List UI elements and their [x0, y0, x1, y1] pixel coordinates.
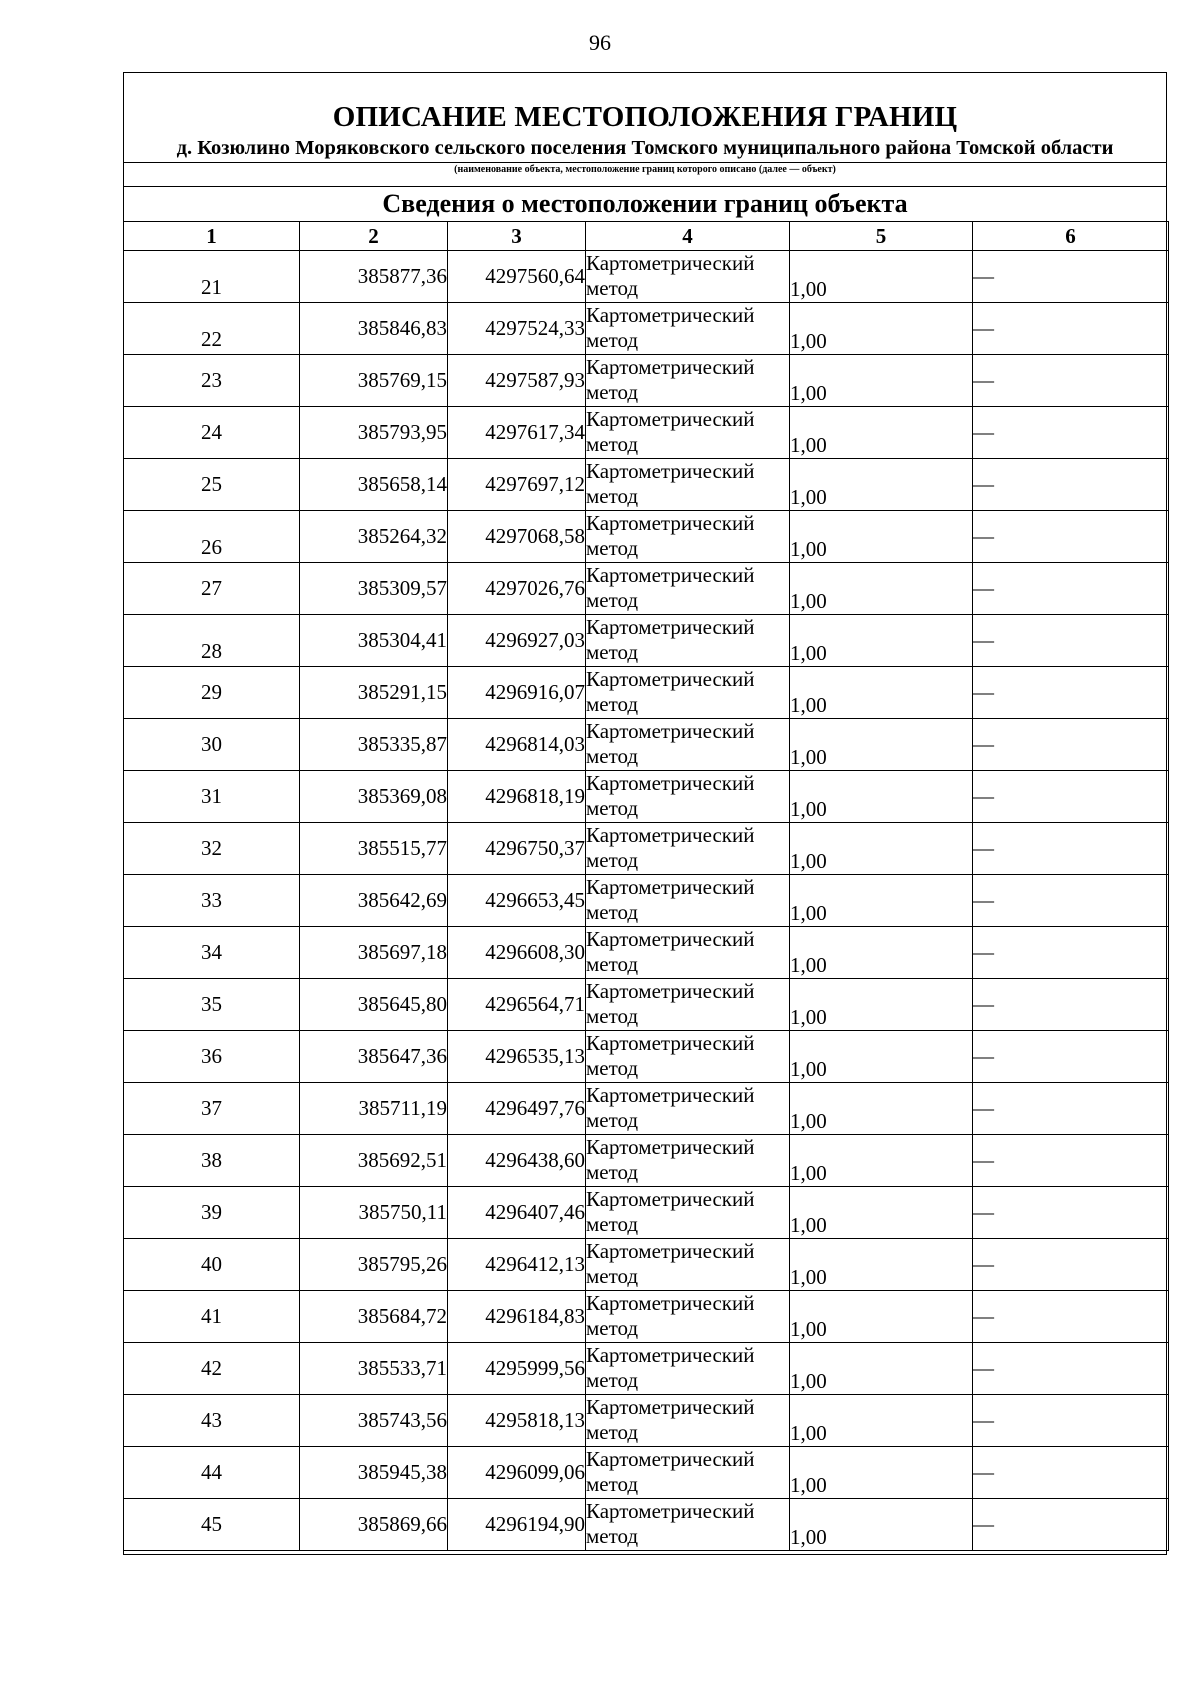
table-row — [124, 771, 1169, 823]
table-row — [124, 407, 1169, 459]
method-cell: Картометрический метод — [586, 615, 790, 667]
note-cell: — — [973, 511, 1169, 563]
accuracy-cell: 1,00 — [790, 1447, 973, 1499]
accuracy-cell: 1,00 — [790, 1239, 973, 1291]
accuracy-cell: 1,00 — [790, 459, 973, 511]
method-cell: Картометрический метод — [586, 459, 790, 511]
table-row — [124, 1135, 1169, 1187]
table-row — [124, 1031, 1169, 1083]
y-coordinate-cell: 4296194,90 — [448, 1499, 586, 1551]
column-header: 4 — [586, 222, 790, 251]
section-title: Сведения о местоположении границ объекта — [382, 189, 908, 218]
x-coordinate-cell: 385309,57 — [300, 563, 448, 615]
accuracy-cell: 1,00 — [790, 1135, 973, 1187]
note-cell: — — [973, 979, 1169, 1031]
accuracy-cell: 1,00 — [790, 667, 973, 719]
note-cell: — — [973, 1187, 1169, 1239]
note-cell: — — [973, 1395, 1169, 1447]
x-coordinate-cell: 385684,72 — [300, 1291, 448, 1343]
table-row — [124, 1239, 1169, 1291]
x-coordinate-cell: 385304,41 — [300, 615, 448, 667]
x-coordinate-cell: 385711,19 — [300, 1083, 448, 1135]
point-number-cell: 39 — [124, 1187, 300, 1239]
point-number-cell: 38 — [124, 1135, 300, 1187]
accuracy-cell: 1,00 — [790, 1291, 973, 1343]
y-coordinate-cell: 4296927,03 — [448, 615, 586, 667]
note-cell: — — [973, 407, 1169, 459]
y-coordinate-cell: 4295818,13 — [448, 1395, 586, 1447]
table-row — [124, 615, 1169, 667]
accuracy-cell: 1,00 — [790, 1343, 973, 1395]
x-coordinate-cell: 385793,95 — [300, 407, 448, 459]
x-coordinate-cell: 385369,08 — [300, 771, 448, 823]
coordinates-table — [123, 221, 1169, 1551]
note-cell: — — [973, 1239, 1169, 1291]
table-row — [124, 355, 1169, 407]
table-row — [124, 1499, 1169, 1551]
x-coordinate-cell: 385877,36 — [300, 251, 448, 303]
page-number: 96 — [589, 30, 611, 55]
point-number-cell: 24 — [124, 407, 300, 459]
x-coordinate-cell: 385291,15 — [300, 667, 448, 719]
note-cell: — — [973, 1083, 1169, 1135]
table-row — [124, 927, 1169, 979]
table-row — [124, 1291, 1169, 1343]
y-coordinate-cell: 4296916,07 — [448, 667, 586, 719]
note-cell: — — [973, 1135, 1169, 1187]
column-header: 2 — [300, 222, 448, 251]
x-coordinate-cell: 385335,87 — [300, 719, 448, 771]
y-coordinate-cell: 4296818,19 — [448, 771, 586, 823]
method-cell: Картометрический метод — [586, 875, 790, 927]
x-coordinate-cell: 385642,69 — [300, 875, 448, 927]
point-number-cell: 33 — [124, 875, 300, 927]
point-number-cell: 41 — [124, 1291, 300, 1343]
note-cell: — — [973, 251, 1169, 303]
method-cell: Картометрический метод — [586, 771, 790, 823]
accuracy-cell: 1,00 — [790, 563, 973, 615]
method-cell: Картометрический метод — [586, 251, 790, 303]
x-coordinate-cell: 385647,36 — [300, 1031, 448, 1083]
note-cell: — — [973, 823, 1169, 875]
x-coordinate-cell: 385945,38 — [300, 1447, 448, 1499]
method-cell: Картометрический метод — [586, 355, 790, 407]
y-coordinate-cell: 4297617,34 — [448, 407, 586, 459]
accuracy-cell: 1,00 — [790, 771, 973, 823]
method-cell: Картометрический метод — [586, 1447, 790, 1499]
accuracy-cell: 1,00 — [790, 511, 973, 563]
x-coordinate-cell: 385692,51 — [300, 1135, 448, 1187]
document-title: ОПИСАНИЕ МЕСТОПОЛОЖЕНИЯ ГРАНИЦ — [332, 101, 958, 133]
point-number-cell: 42 — [124, 1343, 300, 1395]
point-number-cell: 45 — [124, 1499, 300, 1551]
method-cell: Картометрический метод — [586, 667, 790, 719]
y-coordinate-cell: 4296438,60 — [448, 1135, 586, 1187]
table-row — [124, 719, 1169, 771]
note-cell: — — [973, 563, 1169, 615]
note-cell: — — [973, 771, 1169, 823]
point-number-cell: 29 — [124, 667, 300, 719]
y-coordinate-cell: 4297587,93 — [448, 355, 586, 407]
accuracy-cell: 1,00 — [790, 875, 973, 927]
note-cell: — — [973, 667, 1169, 719]
note-cell: — — [973, 1031, 1169, 1083]
method-cell: Картометрический метод — [586, 927, 790, 979]
object-caption: (наименование объекта, местоположение границ которого описано (далее — объект) — [454, 164, 836, 175]
method-cell: Картометрический метод — [586, 1395, 790, 1447]
y-coordinate-cell: 4296653,45 — [448, 875, 586, 927]
accuracy-cell: 1,00 — [790, 1395, 973, 1447]
accuracy-cell: 1,00 — [790, 1031, 973, 1083]
table-row — [124, 1083, 1169, 1135]
accuracy-cell: 1,00 — [790, 719, 973, 771]
y-coordinate-cell: 4296814,03 — [448, 719, 586, 771]
note-cell: — — [973, 1447, 1169, 1499]
point-number-cell: 23 — [124, 355, 300, 407]
table-row — [124, 251, 1169, 303]
y-coordinate-cell: 4296535,13 — [448, 1031, 586, 1083]
x-coordinate-cell: 385869,66 — [300, 1499, 448, 1551]
method-cell: Картометрический метод — [586, 1031, 790, 1083]
method-cell: Картометрический метод — [586, 303, 790, 355]
method-cell: Картометрический метод — [586, 1187, 790, 1239]
point-number-cell: 28 — [124, 615, 300, 667]
table-row — [124, 823, 1169, 875]
table-row — [124, 1187, 1169, 1239]
column-header: 3 — [448, 222, 586, 251]
note-cell: — — [973, 1291, 1169, 1343]
y-coordinate-cell: 4297560,64 — [448, 251, 586, 303]
point-number-cell: 34 — [124, 927, 300, 979]
method-cell: Картометрический метод — [586, 1083, 790, 1135]
x-coordinate-cell: 385515,77 — [300, 823, 448, 875]
table-row — [124, 1447, 1169, 1499]
boundary-description-sheet — [123, 72, 1167, 1555]
note-cell: — — [973, 1343, 1169, 1395]
note-cell: — — [973, 459, 1169, 511]
y-coordinate-cell: 4295999,56 — [448, 1343, 586, 1395]
y-coordinate-cell: 4296608,30 — [448, 927, 586, 979]
method-cell: Картометрический метод — [586, 511, 790, 563]
x-coordinate-cell: 385769,15 — [300, 355, 448, 407]
point-number-cell: 25 — [124, 459, 300, 511]
point-number-cell: 44 — [124, 1447, 300, 1499]
point-number-cell: 43 — [124, 1395, 300, 1447]
method-cell: Картометрический метод — [586, 1291, 790, 1343]
table-row — [124, 459, 1169, 511]
method-cell: Картометрический метод — [586, 407, 790, 459]
point-number-cell: 27 — [124, 563, 300, 615]
point-number-cell: 35 — [124, 979, 300, 1031]
x-coordinate-cell: 385743,56 — [300, 1395, 448, 1447]
y-coordinate-cell: 4296564,71 — [448, 979, 586, 1031]
table-row — [124, 979, 1169, 1031]
accuracy-cell: 1,00 — [790, 1499, 973, 1551]
method-cell: Картометрический метод — [586, 1135, 790, 1187]
accuracy-cell: 1,00 — [790, 823, 973, 875]
accuracy-cell: 1,00 — [790, 303, 973, 355]
x-coordinate-cell: 385658,14 — [300, 459, 448, 511]
y-coordinate-cell: 4296497,76 — [448, 1083, 586, 1135]
y-coordinate-cell: 4296750,37 — [448, 823, 586, 875]
note-cell: — — [973, 303, 1169, 355]
y-coordinate-cell: 4296407,46 — [448, 1187, 586, 1239]
x-coordinate-cell: 385750,11 — [300, 1187, 448, 1239]
y-coordinate-cell: 4296412,13 — [448, 1239, 586, 1291]
table-row — [124, 1395, 1169, 1447]
column-header: 5 — [790, 222, 973, 251]
table-row — [124, 511, 1169, 563]
accuracy-cell: 1,00 — [790, 251, 973, 303]
note-cell: — — [973, 719, 1169, 771]
note-cell: — — [973, 1499, 1169, 1551]
x-coordinate-cell: 385264,32 — [300, 511, 448, 563]
point-number-cell: 40 — [124, 1239, 300, 1291]
column-header: 6 — [973, 222, 1169, 251]
point-number-cell: 22 — [124, 303, 300, 355]
point-number-cell: 26 — [124, 511, 300, 563]
table-row — [124, 563, 1169, 615]
caption-divider — [124, 186, 1166, 187]
accuracy-cell: 1,00 — [790, 979, 973, 1031]
x-coordinate-cell: 385846,83 — [300, 303, 448, 355]
x-coordinate-cell: 385645,80 — [300, 979, 448, 1031]
point-number-cell: 32 — [124, 823, 300, 875]
method-cell: Картометрический метод — [586, 1239, 790, 1291]
method-cell: Картометрический метод — [586, 1499, 790, 1551]
y-coordinate-cell: 4297524,33 — [448, 303, 586, 355]
x-coordinate-cell: 385795,26 — [300, 1239, 448, 1291]
y-coordinate-cell: 4297697,12 — [448, 459, 586, 511]
point-number-cell: 36 — [124, 1031, 300, 1083]
point-number-cell: 37 — [124, 1083, 300, 1135]
table-row — [124, 303, 1169, 355]
y-coordinate-cell: 4297026,76 — [448, 563, 586, 615]
point-number-cell: 21 — [124, 251, 300, 303]
column-header-row — [124, 222, 1169, 251]
method-cell: Картометрический метод — [586, 1343, 790, 1395]
note-cell: — — [973, 875, 1169, 927]
subtitle-divider — [124, 162, 1166, 163]
column-header: 1 — [124, 222, 300, 251]
method-cell: Картометрический метод — [586, 979, 790, 1031]
document-subtitle: д. Козюлино Моряковского сельского поселения Томского муниципального района Томской области — [176, 137, 1114, 159]
y-coordinate-cell: 4296184,83 — [448, 1291, 586, 1343]
note-cell: — — [973, 355, 1169, 407]
table-row — [124, 667, 1169, 719]
accuracy-cell: 1,00 — [790, 927, 973, 979]
table-row — [124, 1343, 1169, 1395]
note-cell: — — [973, 927, 1169, 979]
accuracy-cell: 1,00 — [790, 615, 973, 667]
method-cell: Картометрический метод — [586, 823, 790, 875]
point-number-cell: 31 — [124, 771, 300, 823]
y-coordinate-cell: 4296099,06 — [448, 1447, 586, 1499]
point-number-cell: 30 — [124, 719, 300, 771]
accuracy-cell: 1,00 — [790, 1187, 973, 1239]
y-coordinate-cell: 4297068,58 — [448, 511, 586, 563]
accuracy-cell: 1,00 — [790, 1083, 973, 1135]
table-row — [124, 875, 1169, 927]
accuracy-cell: 1,00 — [790, 407, 973, 459]
x-coordinate-cell: 385697,18 — [300, 927, 448, 979]
method-cell: Картометрический метод — [586, 719, 790, 771]
method-cell: Картометрический метод — [586, 563, 790, 615]
accuracy-cell: 1,00 — [790, 355, 973, 407]
x-coordinate-cell: 385533,71 — [300, 1343, 448, 1395]
note-cell: — — [973, 615, 1169, 667]
